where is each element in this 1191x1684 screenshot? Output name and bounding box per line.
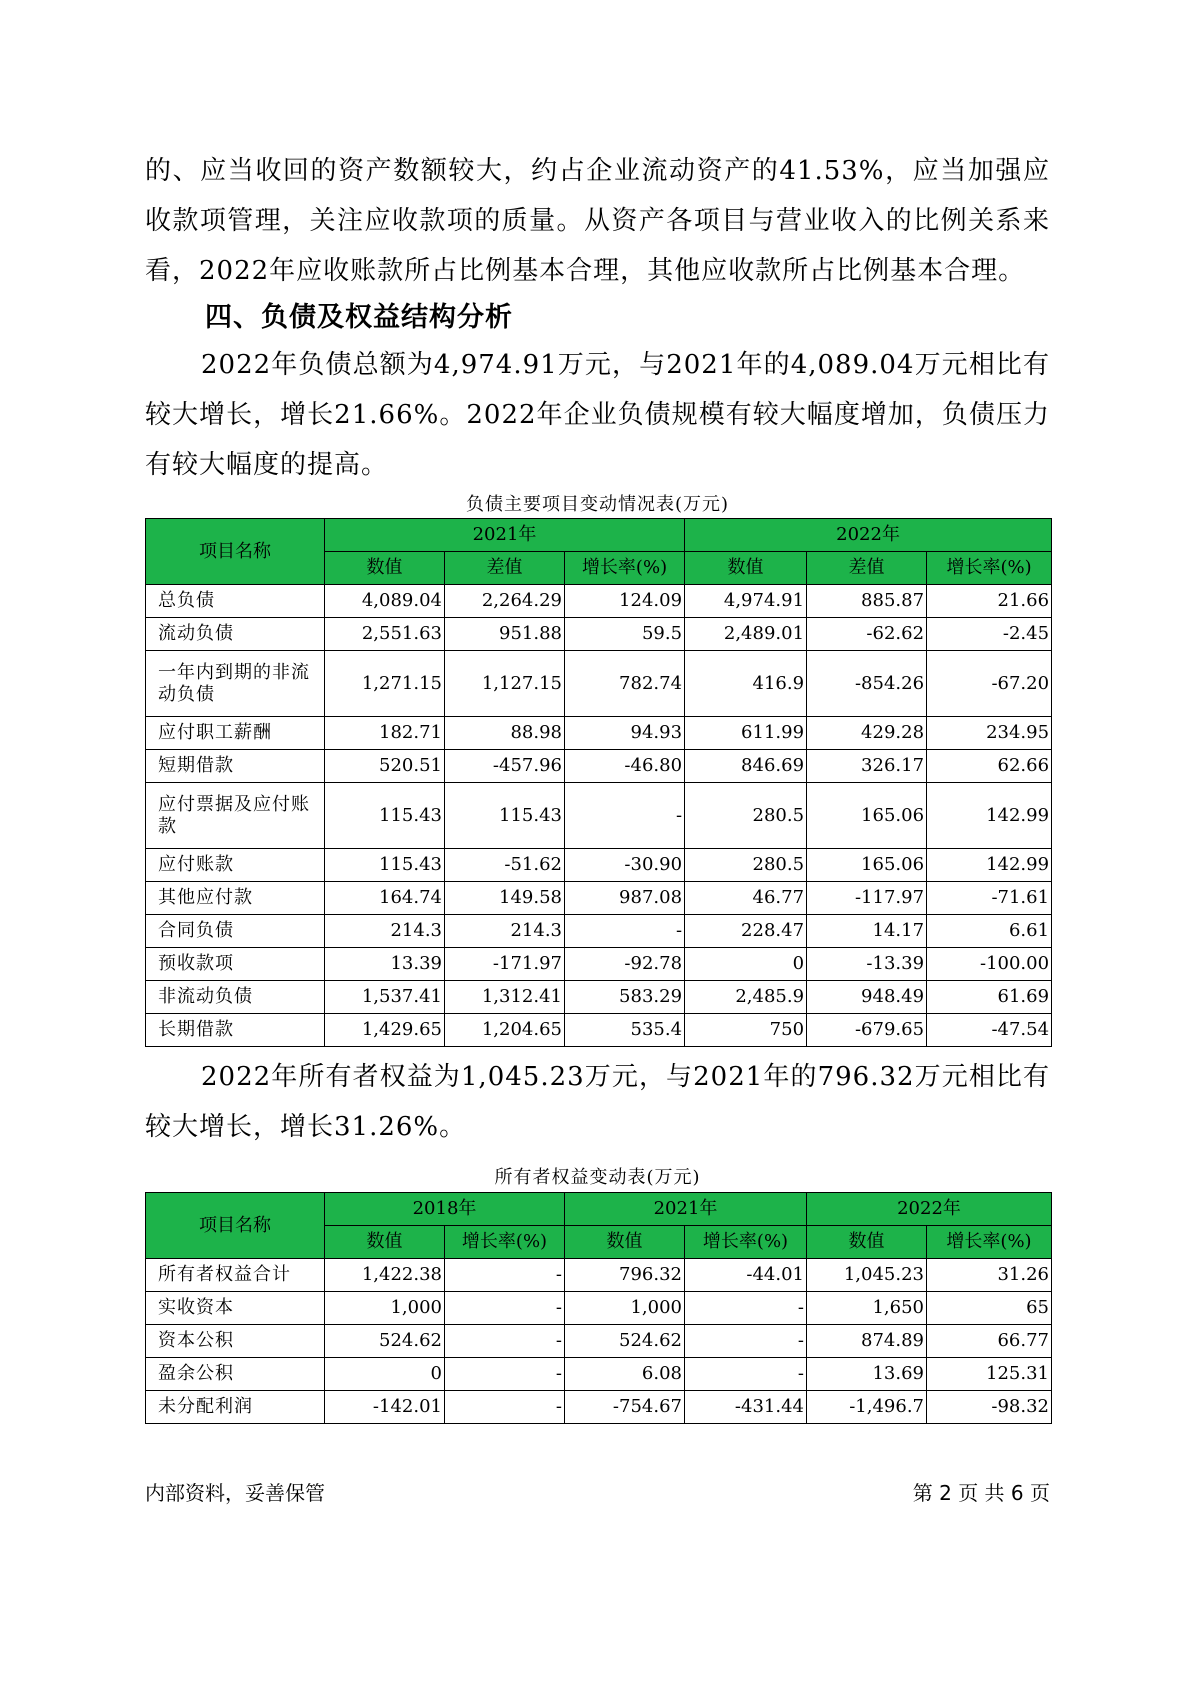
table-cell: -47.54 bbox=[927, 1014, 1052, 1047]
liability-subheader: 差值 bbox=[445, 552, 565, 585]
table-cell: 1,127.15 bbox=[445, 651, 565, 717]
equity-subheader: 增长率(%) bbox=[445, 1226, 565, 1259]
table-cell: 520.51 bbox=[325, 750, 445, 783]
table-cell: 948.49 bbox=[807, 981, 927, 1014]
equity-name-header: 项目名称 bbox=[146, 1193, 325, 1259]
table-cell: - bbox=[445, 1391, 565, 1424]
table-cell: 6.08 bbox=[565, 1358, 685, 1391]
liability-year-header: 2022年 bbox=[685, 519, 1052, 552]
page-number: 第 2 页 共 6 页 bbox=[912, 1481, 1050, 1505]
liability-table bbox=[145, 518, 1052, 1047]
table-cell: 234.95 bbox=[927, 717, 1052, 750]
table-cell: 21.66 bbox=[927, 585, 1052, 618]
table-cell: 1,422.38 bbox=[325, 1259, 445, 1292]
table-cell: -171.97 bbox=[445, 948, 565, 981]
row-label: 应付账款 bbox=[146, 849, 325, 882]
intro-paragraph: 的、应当收回的资产数额较大，约占企业流动资产的41.53%，应当加强应收款项管理，关注应收款项的质量。从资产各项目与营业收入的比例关系来看，2022年应收账款所占比例基本合理，其他应收款所占比例基本合理。 bbox=[145, 156, 1050, 286]
table-cell: 115.43 bbox=[325, 783, 445, 849]
table-cell: 1,312.41 bbox=[445, 981, 565, 1014]
row-label: 流动负债 bbox=[146, 618, 325, 651]
table-cell: 1,204.65 bbox=[445, 1014, 565, 1047]
table-row bbox=[146, 1259, 1052, 1292]
table-cell: -92.78 bbox=[565, 948, 685, 981]
table-cell: 214.3 bbox=[325, 915, 445, 948]
table-cell: 1,271.15 bbox=[325, 651, 445, 717]
row-label: 实收资本 bbox=[146, 1292, 325, 1325]
equity-subheader: 数值 bbox=[807, 1226, 927, 1259]
table-cell: 326.17 bbox=[807, 750, 927, 783]
table-cell: -854.26 bbox=[807, 651, 927, 717]
table-cell: 13.39 bbox=[325, 948, 445, 981]
table-row bbox=[146, 618, 1052, 651]
row-label: 应付职工薪酬 bbox=[146, 717, 325, 750]
table-cell: 165.06 bbox=[807, 783, 927, 849]
table-cell: 165.06 bbox=[807, 849, 927, 882]
table-cell: - bbox=[445, 1325, 565, 1358]
table-cell: 46.77 bbox=[685, 882, 807, 915]
equity-paragraph: 2022年所有者权益为1,045.23万元，与2021年的796.32万元相比有较大增长，增长31.26%。 bbox=[145, 1062, 1050, 1142]
table-cell: -67.20 bbox=[927, 651, 1052, 717]
equity-year-header: 2018年 bbox=[325, 1193, 565, 1226]
table-cell: 280.5 bbox=[685, 849, 807, 882]
row-label: 总负债 bbox=[146, 585, 325, 618]
liability-table-caption: 负债主要项目变动情况表(万元) bbox=[465, 494, 730, 515]
table-cell: 874.89 bbox=[807, 1325, 927, 1358]
table-cell: -1,496.7 bbox=[807, 1391, 927, 1424]
row-label: 未分配利润 bbox=[146, 1391, 325, 1424]
table-cell: -71.61 bbox=[927, 882, 1052, 915]
table-row bbox=[146, 651, 1052, 717]
table-cell: 125.31 bbox=[927, 1358, 1052, 1391]
table-cell: 1,537.41 bbox=[325, 981, 445, 1014]
table-cell: 1,045.23 bbox=[807, 1259, 927, 1292]
table-row bbox=[146, 1391, 1052, 1424]
table-row bbox=[146, 1325, 1052, 1358]
liability-table-body bbox=[146, 585, 1052, 1047]
table-cell: 88.98 bbox=[445, 717, 565, 750]
table-cell: 142.99 bbox=[927, 849, 1052, 882]
table-cell: 2,551.63 bbox=[325, 618, 445, 651]
table-cell: 214.3 bbox=[445, 915, 565, 948]
table-cell: - bbox=[685, 1292, 807, 1325]
equity-year-header: 2021年 bbox=[565, 1193, 807, 1226]
table-cell: 1,000 bbox=[565, 1292, 685, 1325]
table-cell: -98.32 bbox=[927, 1391, 1052, 1424]
row-label: 资本公积 bbox=[146, 1325, 325, 1358]
table-cell: 2,489.01 bbox=[685, 618, 807, 651]
equity-year-header: 2022年 bbox=[807, 1193, 1052, 1226]
equity-table-caption: 所有者权益变动表(万元) bbox=[494, 1167, 701, 1188]
table-row bbox=[146, 981, 1052, 1014]
table-cell: 987.08 bbox=[565, 882, 685, 915]
table-cell: 164.74 bbox=[325, 882, 445, 915]
row-label: 短期借款 bbox=[146, 750, 325, 783]
table-cell: -457.96 bbox=[445, 750, 565, 783]
liability-subheader: 数值 bbox=[685, 552, 807, 585]
table-cell: - bbox=[445, 1259, 565, 1292]
table-cell: 228.47 bbox=[685, 915, 807, 948]
table-cell: -13.39 bbox=[807, 948, 927, 981]
liability-subheader: 增长率(%) bbox=[927, 552, 1052, 585]
table-row bbox=[146, 717, 1052, 750]
row-label: 其他应付款 bbox=[146, 882, 325, 915]
liability-name-header: 项目名称 bbox=[146, 519, 325, 585]
table-cell: 62.66 bbox=[927, 750, 1052, 783]
table-row bbox=[146, 1358, 1052, 1391]
table-row bbox=[146, 1014, 1052, 1047]
table-cell: 885.87 bbox=[807, 585, 927, 618]
equity-table-body bbox=[146, 1259, 1052, 1424]
table-cell: -46.80 bbox=[565, 750, 685, 783]
row-label: 非流动负债 bbox=[146, 981, 325, 1014]
table-cell: - bbox=[565, 915, 685, 948]
equity-subheader: 数值 bbox=[325, 1226, 445, 1259]
table-cell: 951.88 bbox=[445, 618, 565, 651]
table-cell: -142.01 bbox=[325, 1391, 445, 1424]
table-cell: 524.62 bbox=[325, 1325, 445, 1358]
table-row bbox=[146, 849, 1052, 882]
table-cell: 583.29 bbox=[565, 981, 685, 1014]
equity-subheader: 增长率(%) bbox=[685, 1226, 807, 1259]
table-cell: 1,429.65 bbox=[325, 1014, 445, 1047]
table-cell: - bbox=[445, 1292, 565, 1325]
row-label: 长期借款 bbox=[146, 1014, 325, 1047]
table-row bbox=[146, 948, 1052, 981]
table-cell: 65 bbox=[927, 1292, 1052, 1325]
table-cell: 6.61 bbox=[927, 915, 1052, 948]
row-label: 盈余公积 bbox=[146, 1358, 325, 1391]
footer-left: 内部资料，妥善保管 bbox=[145, 1481, 325, 1505]
table-cell: 0 bbox=[325, 1358, 445, 1391]
table-cell: -117.97 bbox=[807, 882, 927, 915]
table-cell: - bbox=[445, 1358, 565, 1391]
table-cell: -431.44 bbox=[685, 1391, 807, 1424]
table-cell: - bbox=[685, 1325, 807, 1358]
liability-year-header: 2021年 bbox=[325, 519, 685, 552]
table-row bbox=[146, 1292, 1052, 1325]
table-row bbox=[146, 882, 1052, 915]
table-cell: 1,000 bbox=[325, 1292, 445, 1325]
liability-paragraph: 2022年负债总额为4,974.91万元，与2021年的4,089.04万元相比有较大增长，增长21.66%。2022年企业负债规模有较大幅度增加，负债压力有较大幅度的提高。 bbox=[145, 350, 1050, 480]
liability-subheader: 数值 bbox=[325, 552, 445, 585]
table-cell: 2,264.29 bbox=[445, 585, 565, 618]
table-row bbox=[146, 783, 1052, 849]
table-cell: 611.99 bbox=[685, 717, 807, 750]
row-label: 预收款项 bbox=[146, 948, 325, 981]
equity-subheader: 数值 bbox=[565, 1226, 685, 1259]
table-cell: 0 bbox=[685, 948, 807, 981]
row-label: 应付票据及应付账款 bbox=[146, 783, 325, 849]
table-cell: 535.4 bbox=[565, 1014, 685, 1047]
table-cell: 115.43 bbox=[445, 783, 565, 849]
table-cell: 796.32 bbox=[565, 1259, 685, 1292]
table-cell: 94.93 bbox=[565, 717, 685, 750]
table-cell: -2.45 bbox=[927, 618, 1052, 651]
liability-subheader: 差值 bbox=[807, 552, 927, 585]
table-cell: 846.69 bbox=[685, 750, 807, 783]
table-cell: 66.77 bbox=[927, 1325, 1052, 1358]
table-cell: 142.99 bbox=[927, 783, 1052, 849]
section-heading: 四、负债及权益结构分析 bbox=[205, 302, 513, 333]
row-label: 合同负债 bbox=[146, 915, 325, 948]
table-cell: 524.62 bbox=[565, 1325, 685, 1358]
table-cell: - bbox=[565, 783, 685, 849]
table-cell: 4,974.91 bbox=[685, 585, 807, 618]
table-cell: -30.90 bbox=[565, 849, 685, 882]
table-cell: -100.00 bbox=[927, 948, 1052, 981]
table-cell: 4,089.04 bbox=[325, 585, 445, 618]
row-label: 所有者权益合计 bbox=[146, 1259, 325, 1292]
table-cell: -62.62 bbox=[807, 618, 927, 651]
table-cell: -754.67 bbox=[565, 1391, 685, 1424]
table-cell: 280.5 bbox=[685, 783, 807, 849]
table-cell: - bbox=[685, 1358, 807, 1391]
table-cell: 2,485.9 bbox=[685, 981, 807, 1014]
table-cell: 124.09 bbox=[565, 585, 685, 618]
table-cell: 416.9 bbox=[685, 651, 807, 717]
liability-subheader: 增长率(%) bbox=[565, 552, 685, 585]
table-cell: 429.28 bbox=[807, 717, 927, 750]
table-cell: 31.26 bbox=[927, 1259, 1052, 1292]
table-cell: -679.65 bbox=[807, 1014, 927, 1047]
table-cell: 14.17 bbox=[807, 915, 927, 948]
table-row bbox=[146, 915, 1052, 948]
equity-table bbox=[145, 1192, 1052, 1424]
table-cell: -44.01 bbox=[685, 1259, 807, 1292]
table-cell: 782.74 bbox=[565, 651, 685, 717]
table-cell: 61.69 bbox=[927, 981, 1052, 1014]
table-row bbox=[146, 750, 1052, 783]
table-cell: 13.69 bbox=[807, 1358, 927, 1391]
table-cell: -51.62 bbox=[445, 849, 565, 882]
table-row bbox=[146, 585, 1052, 618]
table-cell: 750 bbox=[685, 1014, 807, 1047]
row-label: 一年内到期的非流动负债 bbox=[146, 651, 325, 717]
table-cell: 115.43 bbox=[325, 849, 445, 882]
table-cell: 1,650 bbox=[807, 1292, 927, 1325]
table-cell: 59.5 bbox=[565, 618, 685, 651]
table-cell: 149.58 bbox=[445, 882, 565, 915]
table-cell: 182.71 bbox=[325, 717, 445, 750]
equity-subheader: 增长率(%) bbox=[927, 1226, 1052, 1259]
